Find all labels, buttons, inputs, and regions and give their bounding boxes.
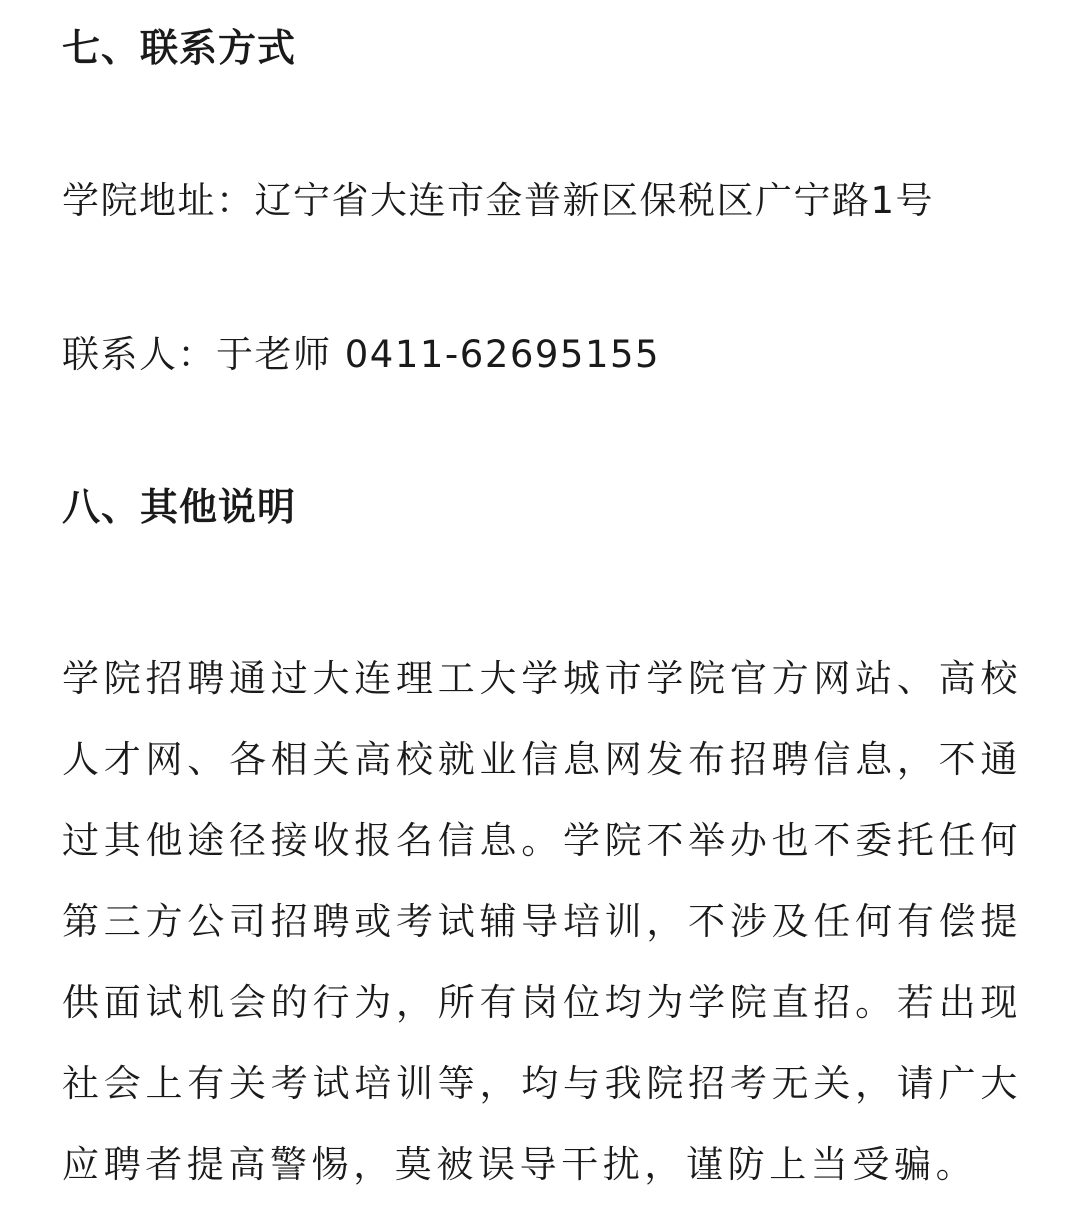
section-seven-heading: 七、联系方式 [62, 26, 297, 70]
other-notes-paragraph: 学院招聘通过大连理工大学城市学院官方网站、高校人才网、各相关高校就业信息网发布招聘信息，不通过其他途径接收报名信息。学院不举办也不委托任何第三方公司招聘或考试辅导培训，不涉及任何有偿提供面试机会的行为，所有岗位均为学院直招。若出现社会上有关考试培训等，均与我院招考无关，请广大应聘者提高警惕，莫被误导干扰，谨防上当受骗。 [62, 657, 1022, 1186]
contact-line: 联系人：于老师 0411-62695155 [62, 333, 661, 376]
section-eight-heading: 八、其他说明 [62, 485, 297, 529]
address-line: 学院地址：辽宁省大连市金普新区保税区广宁路1号 [62, 179, 935, 222]
